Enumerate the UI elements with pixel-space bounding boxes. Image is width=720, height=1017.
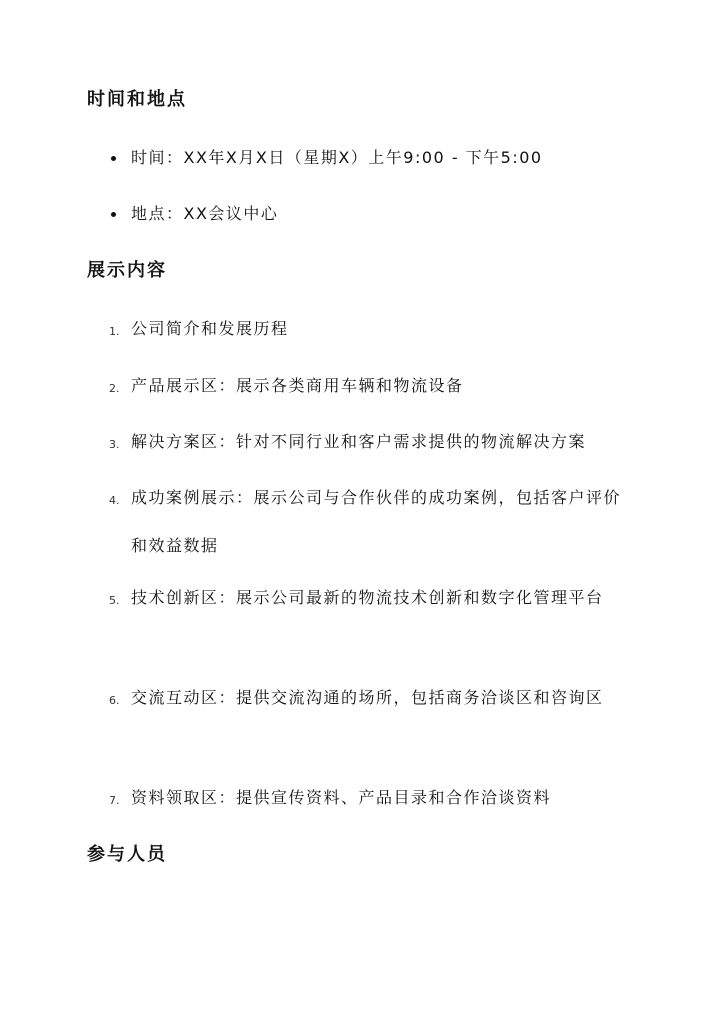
list-item-text: 技术创新区：展示公司最新的物流技术创新和数字化管理平台 [131,588,604,607]
bullet-icon [111,212,116,217]
list-item-text: 地点：XX会议中心 [131,204,279,223]
list-number: 3. [109,438,120,451]
bullet-icon [111,156,116,161]
list-item-text: 产品展示区：展示各类商用车辆和物流设备 [131,376,464,395]
list-item-text: 成功案例展示：展示公司与合作伙伴的成功案例，包括客户评价和效益数据 [131,488,622,555]
section-heading-time-place: 时间和地点 [87,89,187,110]
list-item-text: 解决方案区：针对不同行业和客户需求提供的物流解决方案 [131,432,587,451]
list-number: 4. [109,494,120,507]
list-number: 6. [109,694,120,707]
list-number: 1. [109,325,120,338]
list-item-text: 资料领取区：提供宣传资料、产品目录和合作洽谈资料 [131,788,552,807]
section-heading-exhibit: 展示内容 [87,260,167,281]
section-heading-participants: 参与人员 [87,844,167,865]
list-number: 2. [109,382,120,395]
list-item-text: 时间：XX年X月X日（星期X）上午9:00 - 下午5:00 [131,148,543,167]
list-item-text: 交流互动区：提供交流沟通的场所，包括商务洽谈区和咨询区 [131,688,604,707]
list-number: 7. [109,794,120,807]
list-number: 5. [109,594,120,607]
list-item-text: 公司简介和发展历程 [131,319,289,338]
